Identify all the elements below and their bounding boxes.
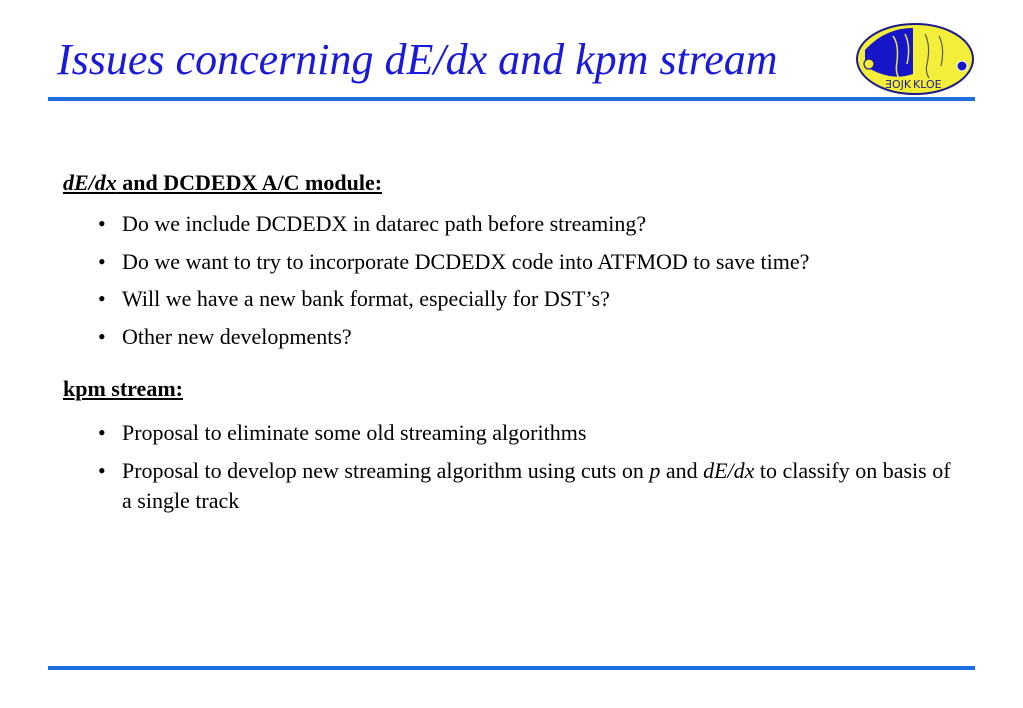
list-item	[98, 456, 958, 516]
list-item	[98, 418, 958, 448]
section-heading-dedx	[63, 170, 382, 196]
svg-text:ƎOJK: ƎOJK	[885, 78, 912, 91]
footer-rule	[48, 666, 975, 670]
bullet-icon: •	[98, 211, 106, 236]
heading-dedx-italic: dE/dx	[63, 170, 117, 195]
list-item-text: Proposal to develop new streaming algorithm using cuts on	[122, 457, 650, 483]
dedx-bullet-list	[98, 209, 958, 359]
list-item-text: to classify on basis of a single track	[122, 457, 951, 513]
list-item-text: Do we include DCDEDX in datarec path before streaming?	[122, 211, 647, 236]
list-item-text: Do we want to try to incorporate DCDEDX code into ATFMOD to save time?	[122, 248, 810, 274]
symbol-dedx: dE/dx	[703, 457, 755, 483]
kloe-logo	[855, 22, 975, 96]
svg-text:KLOE: KLOE	[913, 78, 942, 91]
bullet-icon: •	[98, 457, 106, 483]
list-item-text: and	[660, 457, 704, 483]
bullet-icon: •	[98, 248, 106, 274]
list-item	[98, 209, 958, 239]
list-item-text: Will we have a new bank format, especially for DST’s?	[122, 286, 610, 311]
page-title: Issues concerning dE/dx and kpm stream	[57, 35, 778, 84]
kpm-bullet-list	[98, 418, 958, 523]
heading-dedx-rest: and DCDEDX A/C module:	[116, 170, 383, 195]
list-item-text: Proposal to eliminate some old streaming algorithms	[122, 420, 587, 445]
symbol-p: p	[649, 457, 661, 483]
bullet-icon: •	[98, 286, 106, 311]
header-rule	[48, 97, 975, 101]
list-item	[98, 284, 958, 314]
list-item	[98, 322, 958, 352]
list-item	[98, 247, 958, 277]
section-heading-kpm: kpm stream:	[63, 376, 183, 401]
bullet-icon: •	[98, 323, 106, 349]
list-item-text: Other new developments?	[122, 323, 352, 349]
bullet-icon: •	[98, 420, 106, 445]
